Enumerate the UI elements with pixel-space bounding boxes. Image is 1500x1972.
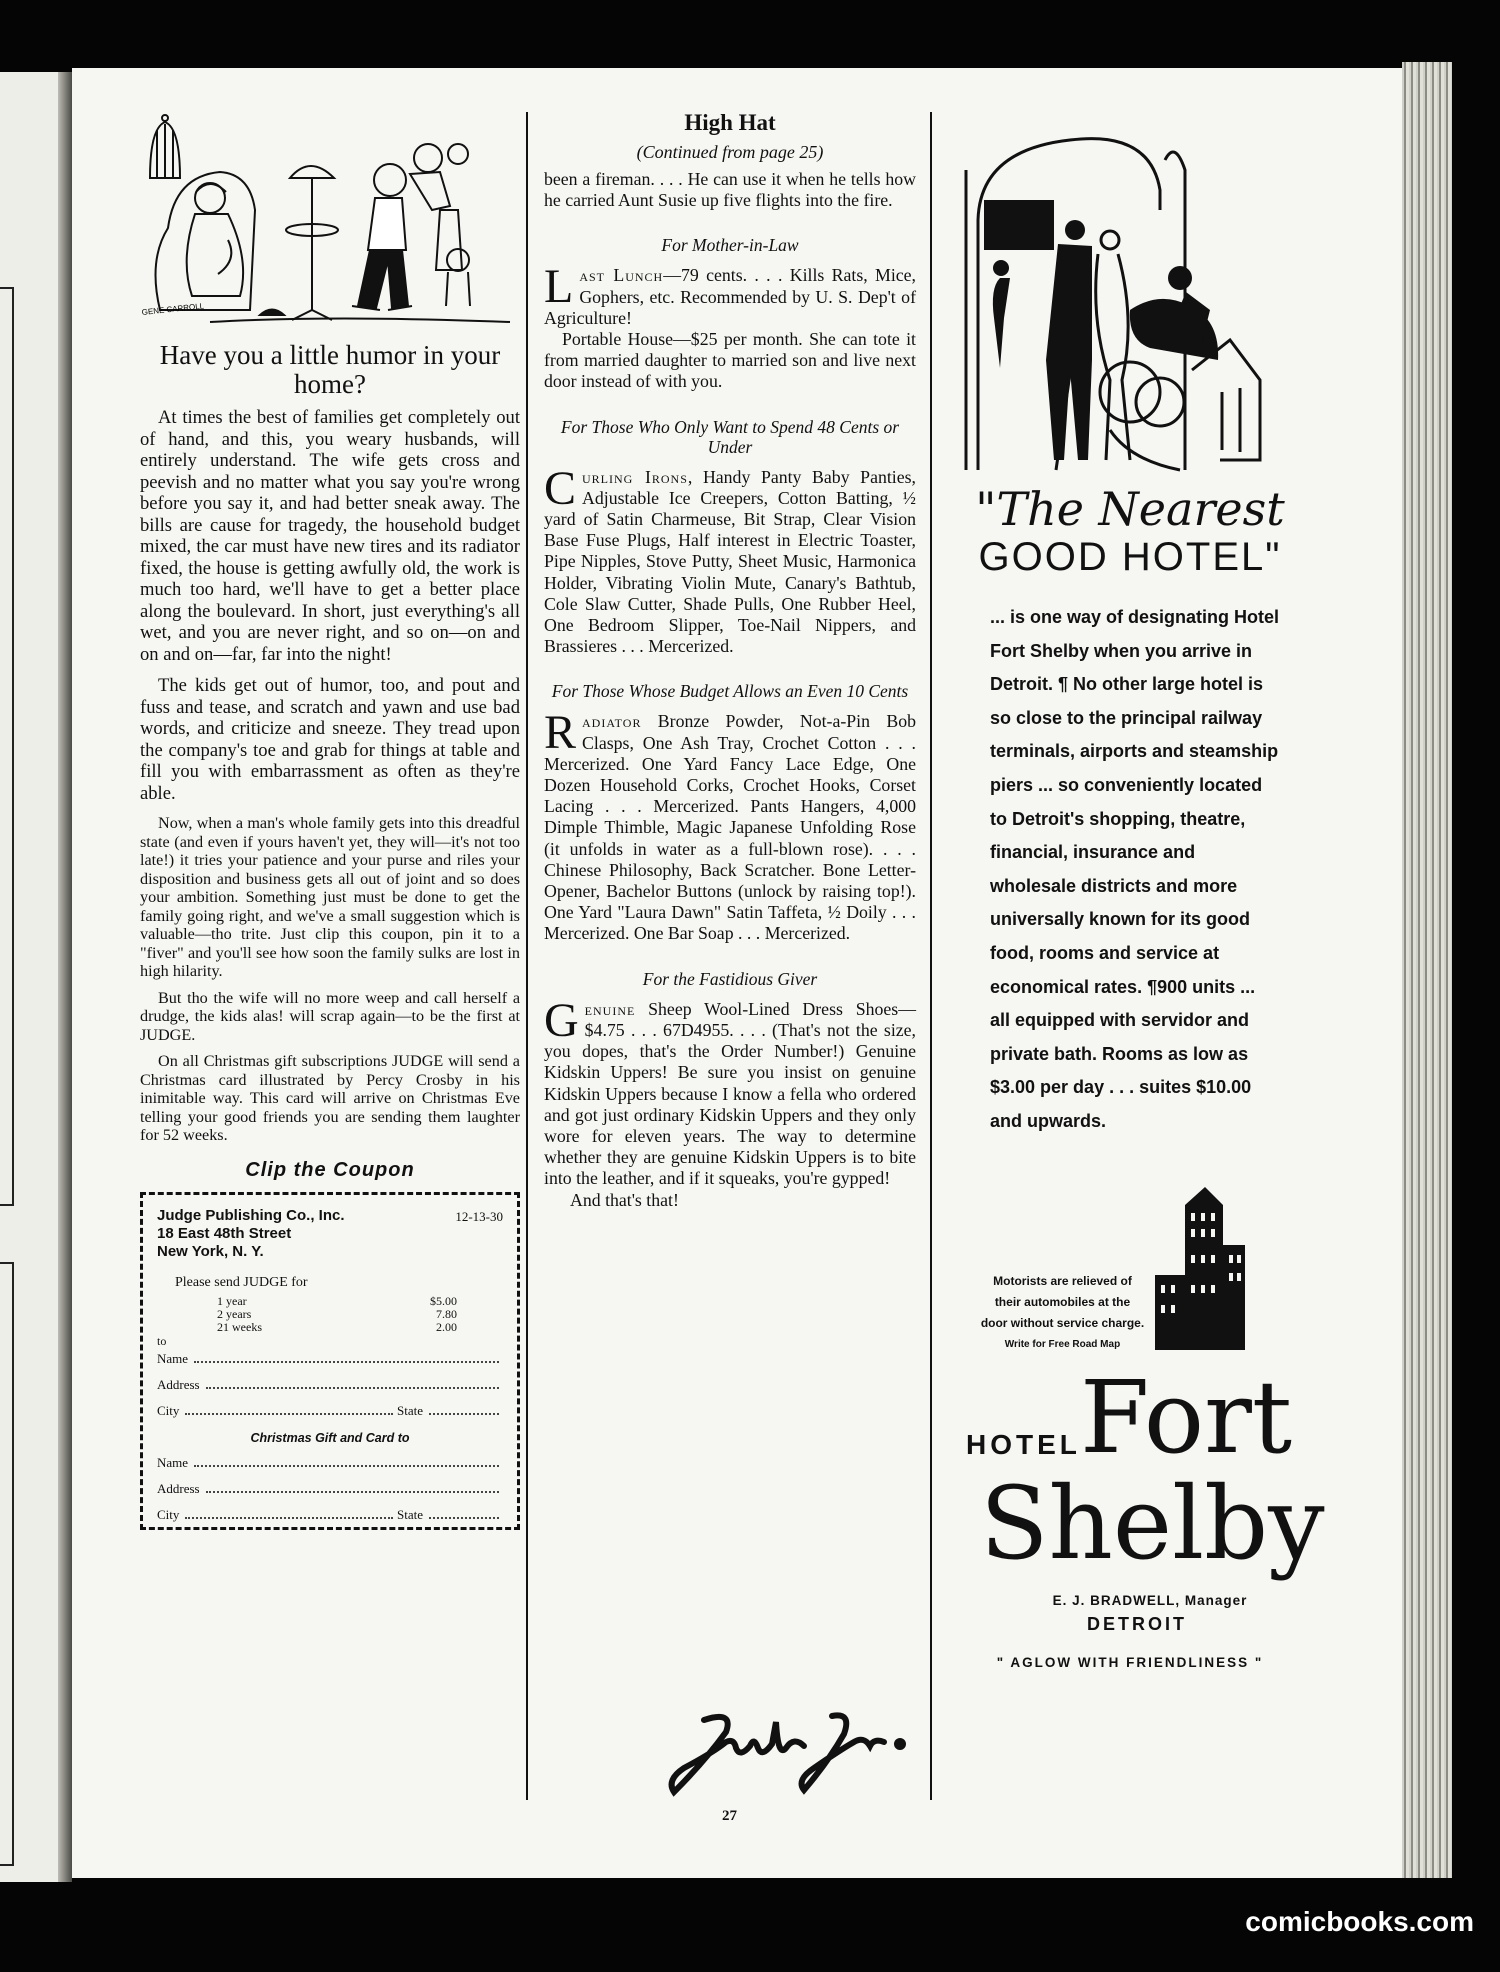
humor-paragraph-4: But tho the wife will no more weep and call herself a drudge, the kids alas! will scrap again—to be the first at JUDGE. [140,988,520,1044]
coupon-date: 12-13-30 [455,1208,503,1224]
cartoonist-signature: GENE CARROLL [141,301,205,317]
intro-paragraph: been a fireman. . . . He can use it when he tells how he carried Aunt Susie up five flights into the fire. [544,169,916,211]
drop-cap: L [544,260,574,314]
motorists-block [960,1185,1300,1355]
logo-fort: Fort [1080,1358,1293,1476]
logo-shelby: Shelby [980,1464,1325,1582]
gift-address-field[interactable]: Address [157,1481,503,1497]
rate-row[interactable]: 21 weeks 2.00 [217,1319,457,1334]
judge-jr-signature [664,1702,924,1802]
page-number: 27 [722,1808,737,1824]
city-state-field[interactable]: City State [157,1403,503,1419]
drop-cap: G [544,993,579,1047]
page-stack-edge [1402,62,1452,1878]
rate-row[interactable]: 1 year $5.00 [217,1293,457,1308]
section-extra: Portable House—$25 per month. She can tote it from married daughter to married son and live next door instead of with you. [544,329,916,392]
hotel-fort-shelby-ad [960,130,1325,1689]
rate-row[interactable]: 2 years 7.80 [217,1306,457,1321]
site-watermark: comicbooks.com [1245,1906,1474,1937]
family-cartoon-illustration [140,110,520,330]
hotel-manager: E. J. BRADWELL, Manager [1052,1592,1248,1608]
hotel-slogan: " AGLOW WITH FRIENDLINESS " [996,1654,1264,1670]
humor-heading: Have you a little humor in your home? [159,340,501,399]
closing-line: And that's that! [570,1189,679,1210]
subscription-coupon[interactable] [140,1192,520,1530]
humor-paragraph-1: At times the best of families get completely out of hand, and this, you weary husbands, will entirely understand. The wife gets cross and peevish and no matter what you say you're wrong before you say it, and had better sneak away. The bills are cause for tragedy, the household budget mixed, the car must have new tires and its radiator fixed, the house is getting awfully old, the work is much too hard, we'll have to get a better place along the boulevard. In short, just everything's all wet, and you are never right, and so on—on and on and on—far, far into the night! [140,407,520,665]
gift-heading: Christmas Gift and Card to [250,1430,410,1445]
column-rule-1 [526,112,528,1800]
section-body: Curling Irons, Handy Panty Baby Panties, Adjustable Ice Creepers, Cotton Batting, ½ yard of Satin Charmeuse, Bit Strap, Clear Vision Base Fuse Plugs, Half interest in Electric Toaster, Pipe Nipples, Stove Putty, Sheet Music, Harmonica Holder, Vibrating Violin Mute, Canary's Bathtub, Cole Slaw Cutter, Shade Pulls, One Rubber Heel, One Bedroom Slipper, Toe-Nail Nippers, and Brassieres . . . Mercerized. [544,461,916,657]
road-map-link[interactable]: Write for Free Road Map [1004,1338,1121,1350]
column-rule-2 [930,112,932,1800]
section-heading: For Those Who Only Want to Spend 48 Cents or Under [560,416,900,457]
hotel-word: HOTEL [966,1428,1081,1460]
humor-column [140,110,520,1530]
gift-city-state-field[interactable]: City State [157,1507,503,1523]
high-hat-column [544,110,916,1211]
continued-note: (Continued from page 25) [636,142,824,162]
article-title: High Hat [684,110,776,135]
address-field[interactable]: Address [157,1377,503,1393]
send-instruction: Please send JUDGE for [175,1274,308,1290]
drop-cap: C [544,461,577,515]
section-body: Radiator Bronze Powder, Not-a-Pin Bob Clasps, One Ash Tray, Crochet Cotton . . . Mercerized. One Yard Fancy Lace Edge, One Dozen Household Corks, Crochet Hooks, Corset Lacing . . . Mercerized. Pants Hangers, 4,000 Dimple Thimble, Magic Japanese Unfolding Rose (it unfolds in water as a full-blown rose). . . . Chinese Philosophy, Back Scratcher. Bone Letter-Opener, Bachelor Buttons (unlock by raising top!). One Yard "Laura Dawn" Satin Taffeta, ½ Doily . . . Mercerized. One Bar Soap . . . Mercerized. [544,706,916,944]
publisher-address: Judge Publishing Co., Inc. 18 East 48th Street New York, N. Y. [157,1206,345,1260]
gift-name-field[interactable]: Name [157,1455,503,1471]
section-heading: For Those Whose Budget Allows an Even 10 Cents [551,681,909,702]
clip-coupon-heading: Clip the Coupon [245,1158,415,1181]
drop-cap: R [544,706,577,760]
section-body: Genuine Sheep Wool-Lined Dress Shoes—$4.75 . . . 67D4955. . . . (That's not the size, you dopes, that's the Order Number!) Genuine Kidskin Uppers! Be sure you insist on genuine Kidskin Uppers because I know a fella who ordered and got just ordinary Kidskin Uppers and they only wore for eleven years. The way to determine whether they are genuine Kidskin Uppers is to bite into the leather, and if it squeaks, you're gypped! [544,993,916,1189]
tagline-line-2: GOOD HOTEL" [978,535,1282,579]
facing-page-edge [0,72,72,1882]
section-heading: For Mother-in-Law [661,235,799,256]
humor-paragraph-2: The kids get out of humor, too, and pout and fuss and tease, and scratch and yawn and use bad words, and criticize and sneeze. They tread upon the company's toe and grab for things at table and fill you with embarrassment as often as they're able. [140,675,520,804]
tagline-line-1: "The Nearest [975,482,1285,536]
hotel-description: ... is one way of designating Hotel Fort Shelby when you arrive in Detroit. ¶ No other large hotel is so close to the principal railway terminals, airports and steamship piers ... so conveniently located to Detroit's shopping, theatre, financial, insurance and wholesale districts and more universally known for its good food, rooms and service at economical rates. ¶900 units ... all equipped with servidor and private bath. Rooms as low as $3.00 per day . . . suites $10.00 and upwards. [990,607,1280,1131]
hotel-building-illustration [1145,1185,1265,1355]
motorists-note: Motorists are relieved of their automobiles at the door without service charge. [980,1273,1145,1330]
section-body: Last Lunch—79 cents. . . . Kills Rats, Mice, Gophers, etc. Recommended by U. S. Dep't of Agriculture! [544,260,916,328]
humor-paragraph-3: Now, when a man's whole family gets into this dreadful state (and even if yours haven't yet, they will—it's not too late!) it tries your patience and your purse and riles your disposition and business gets all out of joint and so does your ambition. Something just must be done to get the family going right, and we've a small suggestion which is valuable—tho trite. Just clip this coupon, pin it to a "fiver" and you'll see how soon the family sulks are lost in high hilarity. [140,814,520,980]
to-label: to [157,1333,167,1348]
hotel-entrance-illustration [960,130,1300,480]
rate-list [217,1295,457,1334]
hotel-logo [960,1358,1325,1689]
section-heading: For the Fastidious Giver [642,968,818,989]
name-field[interactable]: Name [157,1351,503,1367]
humor-paragraph-5: On all Christmas gift subscriptions JUDGE will send a Christmas card illustrated by Percy Crosby in his inimitable way. This card will arrive on Christmas Eve telling your good friends you are sending them laughter for 52 weeks. [140,1052,520,1144]
hotel-city: DETROIT [1087,1613,1187,1634]
